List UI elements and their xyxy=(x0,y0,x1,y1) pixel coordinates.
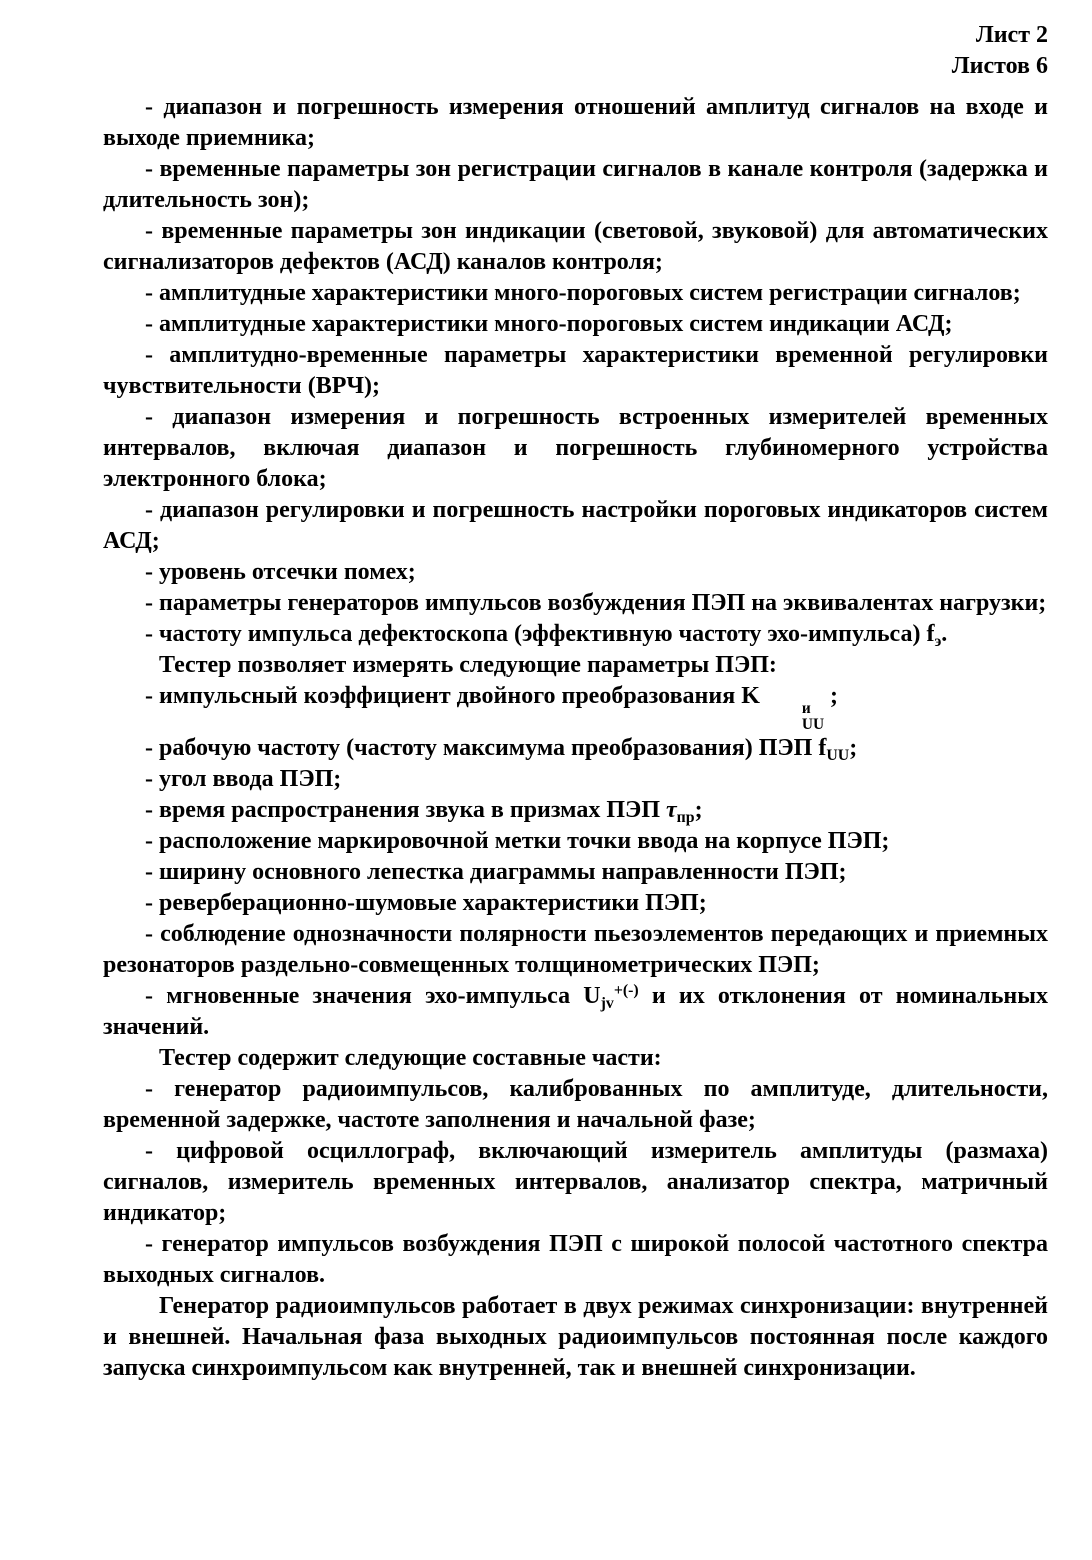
text-run: - расположение маркировочной метки точки ввода на корпусе ПЭП; xyxy=(145,827,890,854)
text-run: ; xyxy=(694,796,703,823)
paragraph xyxy=(103,1291,1048,1384)
formula-subscript: пр xyxy=(676,808,695,826)
formula xyxy=(741,683,825,733)
formula-base: K xyxy=(741,683,760,709)
formula-subscript: jv xyxy=(600,994,614,1012)
text-run: - ширину основного лепестка диаграммы направленности ПЭП; xyxy=(145,858,847,885)
text-run: - диапазон измерения и погрешность встроенных измерителей временных интервалов, включая диапазон и погрешность глубиномерного устройства электронного блока; xyxy=(103,404,1048,492)
list-item xyxy=(103,795,1048,826)
text-run: - амплитудные характеристики много-пороговых систем регистрации сигналов; xyxy=(145,280,1021,306)
list-item xyxy=(103,888,1048,919)
text-run: - временные параметры зон индикации (световой, звуковой) для автоматических сигнализаторов дефектов (АСД) каналов контроля; xyxy=(103,218,1048,275)
sheets-total: Листов 6 xyxy=(951,53,1048,79)
formula-base: U xyxy=(583,982,601,1009)
list-item xyxy=(103,495,1048,557)
list-item xyxy=(103,826,1048,857)
list-item xyxy=(103,278,1048,309)
formula-base: f xyxy=(818,734,827,761)
text-run: и их отклонения от номинальных значений. xyxy=(103,982,1048,1040)
list-item xyxy=(103,619,1048,650)
formula-superscript: +(-) xyxy=(613,981,639,999)
text-run: - реверберационно-шумовые характеристики ПЭП; xyxy=(145,889,707,916)
list-item xyxy=(103,1136,1048,1229)
text-run: - импульсный коэффициент двойного преобразования xyxy=(145,683,742,709)
list-item xyxy=(103,340,1048,402)
formula-base: τ xyxy=(665,796,677,823)
list-item xyxy=(103,1229,1048,1291)
text-run: - уровень отсечки помех; xyxy=(145,559,416,585)
text-run: ; xyxy=(824,683,839,709)
list-item xyxy=(103,857,1048,888)
list-item xyxy=(103,588,1048,619)
sheet-number: Лист 2 xyxy=(975,22,1048,48)
formula-superscript: и xyxy=(801,699,811,717)
list-item xyxy=(103,92,1048,154)
list-item xyxy=(103,309,1048,340)
list-item xyxy=(103,154,1048,216)
text-run: Тестер позволяет измерять следующие параметры ПЭП: xyxy=(159,652,777,678)
text-run: - угол ввода ПЭП; xyxy=(145,765,342,792)
formula-script-stack xyxy=(760,701,824,733)
text-run: . xyxy=(941,621,948,647)
list-item xyxy=(103,216,1048,278)
document-body xyxy=(103,92,1048,1384)
text-run: - амплитудно-временные параметры характеристики временной регулировки чувствительности (ВРЧ); xyxy=(103,342,1048,399)
formula-subscript: UU xyxy=(826,746,850,764)
formula xyxy=(818,734,850,764)
formula-subscript: э xyxy=(934,633,942,651)
formula-base: f xyxy=(926,621,935,647)
text-run: - время распространения звука в призмах ПЭП xyxy=(145,796,666,823)
list-item xyxy=(103,764,1048,795)
list-item xyxy=(103,402,1048,495)
text-run: - временные параметры зон регистрации сигналов в канале контроля (задержка и длительность зон); xyxy=(103,156,1048,213)
text-run: - цифровой осциллограф, включающий измеритель амплитуды (размаха) сигналов, измеритель временных интервалов, анализатор спектра, матричный индикатор; xyxy=(103,1137,1048,1226)
list-item xyxy=(103,557,1048,588)
text-run: - параметры генераторов импульсов возбуждения ПЭП на эквивалентах нагрузки; xyxy=(145,590,1047,616)
list-item xyxy=(103,681,1048,733)
list-item xyxy=(103,981,1048,1043)
list-item xyxy=(103,733,1048,764)
formula xyxy=(665,796,695,826)
text-run: Генератор радиоимпульсов работает в двух режимах синхронизации: внутренней и внешней. Начальная фаза выходных радиоимпульсов постоянная после каждого запуска синхроимпульсом как внутренней, так и внешней синхронизации. xyxy=(103,1292,1048,1381)
list-item xyxy=(103,919,1048,981)
text-run: - мгновенные значения эхо-импульса xyxy=(145,982,584,1009)
text-run: - диапазон регулировки и погрешность настройки пороговых индикаторов систем АСД; xyxy=(103,497,1048,554)
formula xyxy=(926,621,942,651)
text-run: Тестер содержит следующие составные части: xyxy=(159,1044,662,1071)
text-run: - генератор радиоимпульсов, калиброванных по амплитуде, длительности, временной задержке, частоте заполнения и начальной фазе; xyxy=(103,1075,1048,1133)
text-run: - амплитудные характеристики много-пороговых систем индикации АСД; xyxy=(145,311,953,337)
page-header xyxy=(103,20,1048,82)
text-run: - частоту импульса дефектоскопа (эффективную частоту эхо-импульса) xyxy=(145,621,927,647)
text-run: - соблюдение однозначности полярности пьезоэлементов передающих и приемных резонаторов раздельно-совмещенных толщинометрических ПЭП; xyxy=(103,920,1048,978)
paragraph xyxy=(103,650,1048,681)
text-run: - рабочую частоту (частоту максимума преобразования) ПЭП xyxy=(145,734,819,761)
list-item xyxy=(103,1074,1048,1136)
text-run: ; xyxy=(849,734,858,761)
formula xyxy=(583,981,639,1012)
paragraph xyxy=(103,1043,1048,1074)
formula-subscript: UU xyxy=(801,715,825,733)
text-run: - диапазон и погрешность измерения отношений амплитуд сигналов на входе и выходе приемника; xyxy=(103,94,1048,151)
text-run: - генератор импульсов возбуждения ПЭП с широкой полосой частотного спектра выходных сигналов. xyxy=(103,1230,1048,1288)
